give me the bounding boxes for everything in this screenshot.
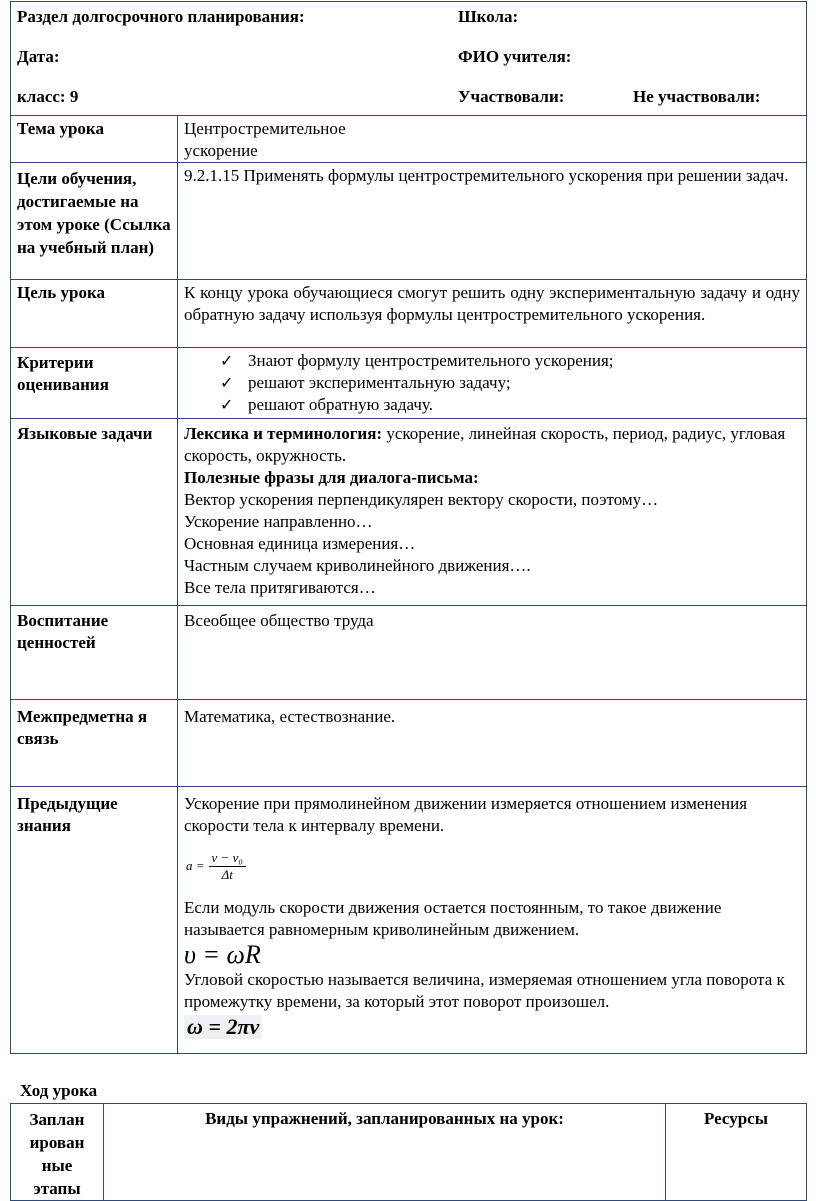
phrases-title: Полезные фразы для диалога-письма: [184,468,479,487]
criteria-item: ✓ решают обратную задачу. [220,394,800,416]
topic-line-1: Центростремительное [184,119,346,138]
teacher-label: ФИО учителя: [458,47,572,66]
class-label: класс: 9 [17,87,79,106]
linear-speed-formula: υ = ωR [184,940,261,969]
phrase-line: Основная единица измерения… [184,534,416,553]
course-title: Ход урока [20,1081,98,1100]
course-col-exercises: Виды упражнений, запланированных на урок: [104,1104,666,1201]
phrase-line: Частным случаем криволинейного движения…. [184,556,531,575]
lesson-goal-row [11,280,807,348]
criteria-item: ✓ Знают формулу центростремительного ускорения; [220,350,800,372]
topic-value [178,116,807,163]
section-label: Раздел долгосрочного планирования: [17,7,305,26]
lesson-plan-table [10,1,807,1054]
formula-numerator: v − v₀ [209,850,246,867]
language-label: Языковые задачи [11,419,178,606]
angular-speed-formula: ω = 2πν [184,1015,262,1039]
language-row [11,419,807,606]
criteria-list [184,350,800,416]
course-table [10,1103,807,1201]
phrase-line: Ускорение направленно… [184,512,373,531]
course-col-resources: Ресурсы [666,1104,807,1201]
language-cell [178,419,807,606]
criteria-row [11,348,807,419]
course-col-stages: Заплан ирован ные этапы [11,1104,104,1201]
topic-label: Тема урока [11,116,178,163]
goals-text: 9.2.1.15 Применять формулы центростремительного ускорения при решении задач. [178,163,807,280]
goals-row [11,163,807,280]
values-label: Воспитание ценностей [11,606,178,700]
topic-row [11,116,807,163]
prior-text-2: Если модуль скорости движения остается постоянным, то такое движение называется равномерным криволинейным движением. [184,898,722,939]
cross-text: Математика, естествознание. [178,700,807,787]
course-header-row [11,1104,807,1201]
criteria-item: ✓ решают экспериментальную задачу; [220,372,800,394]
lexicon-text: ускорение, линейная скорость, период, радиус, угловая скорость, окружность. [184,424,786,465]
formula-denominator: Δt [221,866,233,882]
phrase-line: Вектор ускорения перпендикулярен вектору скорости, поэтому… [184,490,659,509]
prior-cell [178,787,807,1054]
header-row [11,2,807,116]
angular-speed-formula-wrap [184,1015,800,1040]
absent-label: Не участвовали: [633,87,761,106]
values-text: Всеобщее общество труда [178,606,807,700]
header-cell [11,2,807,116]
goals-label: Цели обучения, достигаемые на этом уроке (Ссылка на учебный план) [11,163,178,280]
lexicon-paragraph [184,423,800,467]
phrase-line: Все тела притягиваются… [184,578,376,597]
prior-label: Предыдущие знания [11,787,178,1054]
acceleration-formula [186,847,800,885]
cross-row [11,700,807,787]
formula-left: a = [186,858,205,873]
school-label: Школа: [458,7,519,26]
prior-row [11,787,807,1054]
criteria-cell [178,348,807,419]
cross-label: Межпредметна я связь [11,700,178,787]
date-label: Дата: [17,47,60,66]
topic-line-2: ускорение [184,141,258,160]
lesson-goal-text: К концу урока обучающиеся смогут решить одну экспериментальную задачу и одну обратную задачу используя формулы центростремительного ускорения. [178,280,807,348]
criteria-label: Критерии оценивания [11,348,178,419]
prior-text-3: Угловой скоростью называется величина, измеряемая отношением угла поворота к промежутку времени, за который этот поворот произошел. [184,970,785,1011]
prior-text-1: Ускорение при прямолинейном движении измеряется отношением изменения скорости тела к интервалу времени. [184,794,748,835]
formula-fraction [209,850,246,883]
lexicon-title: Лексика и терминология: [184,424,383,443]
present-label: Участвовали: [458,87,565,106]
lesson-goal-label: Цель урока [11,280,178,348]
values-row [11,606,807,700]
